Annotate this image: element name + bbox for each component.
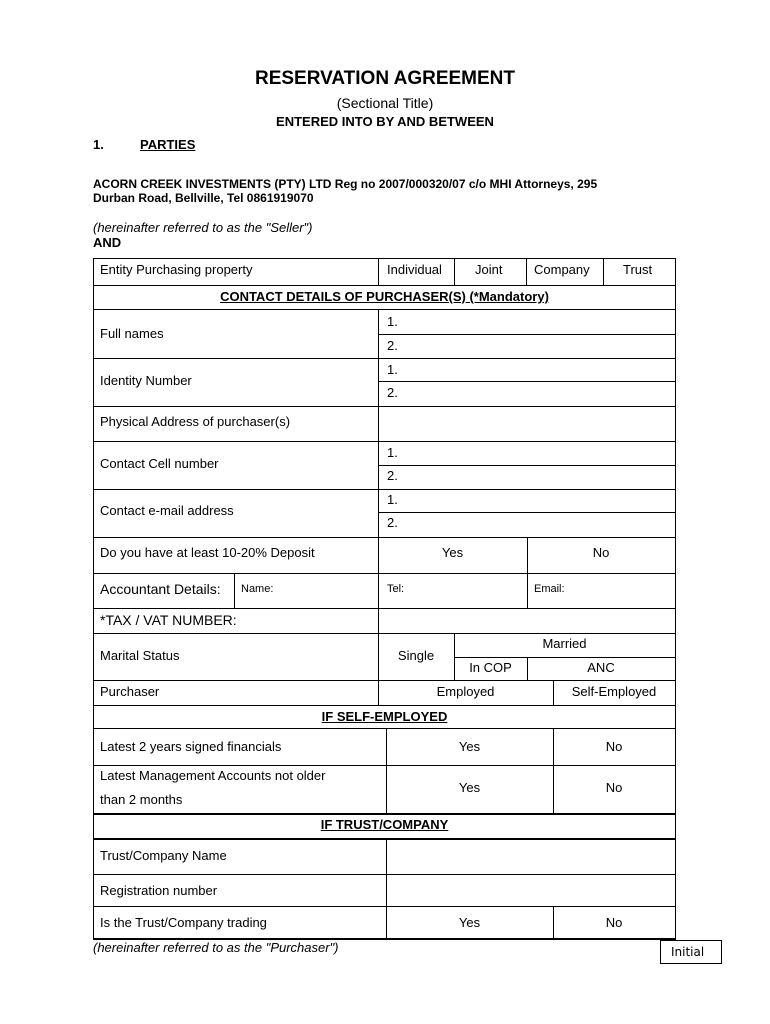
accountant-details-label: Accountant Details: (100, 581, 221, 597)
contact-cell-field-2[interactable]: 2. (387, 468, 398, 483)
entity-option-individual[interactable]: Individual (387, 262, 442, 277)
deposit-yes-option[interactable]: Yes (441, 545, 464, 560)
seller-referred-text: (hereinafter referred to as the "Seller") (93, 220, 313, 235)
if-self-employed-header: IF SELF-EMPLOYED (321, 709, 448, 724)
tax-vat-field[interactable] (379, 609, 675, 633)
trading-no-option[interactable]: No (605, 915, 623, 930)
full-names-field-1[interactable]: 1. (387, 314, 398, 329)
marital-anc-option[interactable]: ANC (587, 660, 615, 675)
accountant-tel-field[interactable]: Tel: (387, 583, 405, 595)
marital-married-option[interactable]: Married (542, 636, 587, 651)
marital-in-cop-option[interactable]: In COP (469, 660, 512, 675)
deposit-label: Do you have at least 10-20% Deposit (100, 545, 315, 560)
tax-vat-label: *TAX / VAT NUMBER: (100, 612, 237, 628)
purchaser-referred-text: (hereinafter referred to as the "Purchaser") (93, 940, 339, 955)
if-trust-company-header: IF TRUST/COMPANY (320, 817, 449, 832)
entity-label: Entity Purchasing property (100, 262, 253, 277)
entity-option-trust[interactable]: Trust (623, 262, 653, 277)
registration-number-label: Registration number (100, 883, 218, 898)
physical-address-field[interactable] (379, 407, 675, 441)
full-names-label: Full names (100, 326, 164, 341)
contact-cell-field-1[interactable]: 1. (387, 445, 398, 460)
full-names-field-2[interactable]: 2. (387, 338, 398, 353)
entity-option-company[interactable]: Company (534, 262, 590, 277)
trust-company-name-label: Trust/Company Name (100, 848, 227, 863)
financials-no-option[interactable]: No (605, 739, 623, 754)
seller-line-1: ACORN CREEK INVESTMENTS (PTY) LTD Reg no 2007/000320/07 c/o MHI Attorneys, 295 (93, 177, 598, 191)
management-accounts-yes-option[interactable]: Yes (458, 780, 481, 795)
management-accounts-label-line-1: Latest Management Accounts not older (100, 768, 326, 783)
contact-details-header: CONTACT DETAILS OF PURCHASER(S) (*Mandatory) (220, 289, 549, 304)
section-title: PARTIES (140, 137, 196, 152)
initial-box[interactable]: Initial (660, 940, 722, 964)
seller-line-2: Durban Road, Bellville, Tel 0861919070 (93, 191, 314, 205)
contact-email-label: Contact e-mail address (100, 503, 234, 518)
accountant-name-field[interactable]: Name: (241, 583, 274, 595)
purchaser-employment-label: Purchaser (100, 684, 160, 699)
marital-status-label: Marital Status (100, 648, 180, 663)
management-accounts-label-line-2: than 2 months (100, 792, 183, 807)
identity-number-label: Identity Number (100, 373, 192, 388)
management-accounts-no-option[interactable]: No (605, 780, 623, 795)
entered-into-heading: ENTERED INTO BY AND BETWEEN (276, 114, 494, 129)
deposit-no-option[interactable]: No (592, 545, 610, 560)
self-employed-option[interactable]: Self-Employed (571, 684, 657, 699)
signed-financials-label: Latest 2 years signed financials (100, 739, 282, 754)
trading-yes-option[interactable]: Yes (458, 915, 481, 930)
document-subtitle: (Sectional Title) (336, 95, 434, 111)
identity-number-field-2[interactable]: 2. (387, 385, 398, 400)
registration-number-field[interactable] (387, 875, 675, 906)
and-text: AND (93, 235, 122, 250)
document-title: RESERVATION AGREEMENT (254, 68, 516, 89)
employed-option[interactable]: Employed (436, 684, 495, 699)
identity-number-field-1[interactable]: 1. (387, 362, 398, 377)
seller-details (93, 177, 693, 205)
financials-yes-option[interactable]: Yes (458, 739, 481, 754)
marital-single-option[interactable]: Single (397, 648, 435, 663)
section-number: 1. (93, 137, 104, 152)
physical-address-label: Physical Address of purchaser(s) (100, 414, 291, 429)
contact-email-field-2[interactable]: 2. (387, 515, 398, 530)
contact-cell-label: Contact Cell number (100, 456, 219, 471)
trust-trading-label: Is the Trust/Company trading (100, 915, 267, 930)
trust-company-name-field[interactable] (387, 840, 675, 874)
accountant-email-field[interactable]: Email: (534, 583, 565, 595)
contact-email-field-1[interactable]: 1. (387, 492, 398, 507)
entity-option-joint[interactable]: Joint (475, 262, 503, 277)
